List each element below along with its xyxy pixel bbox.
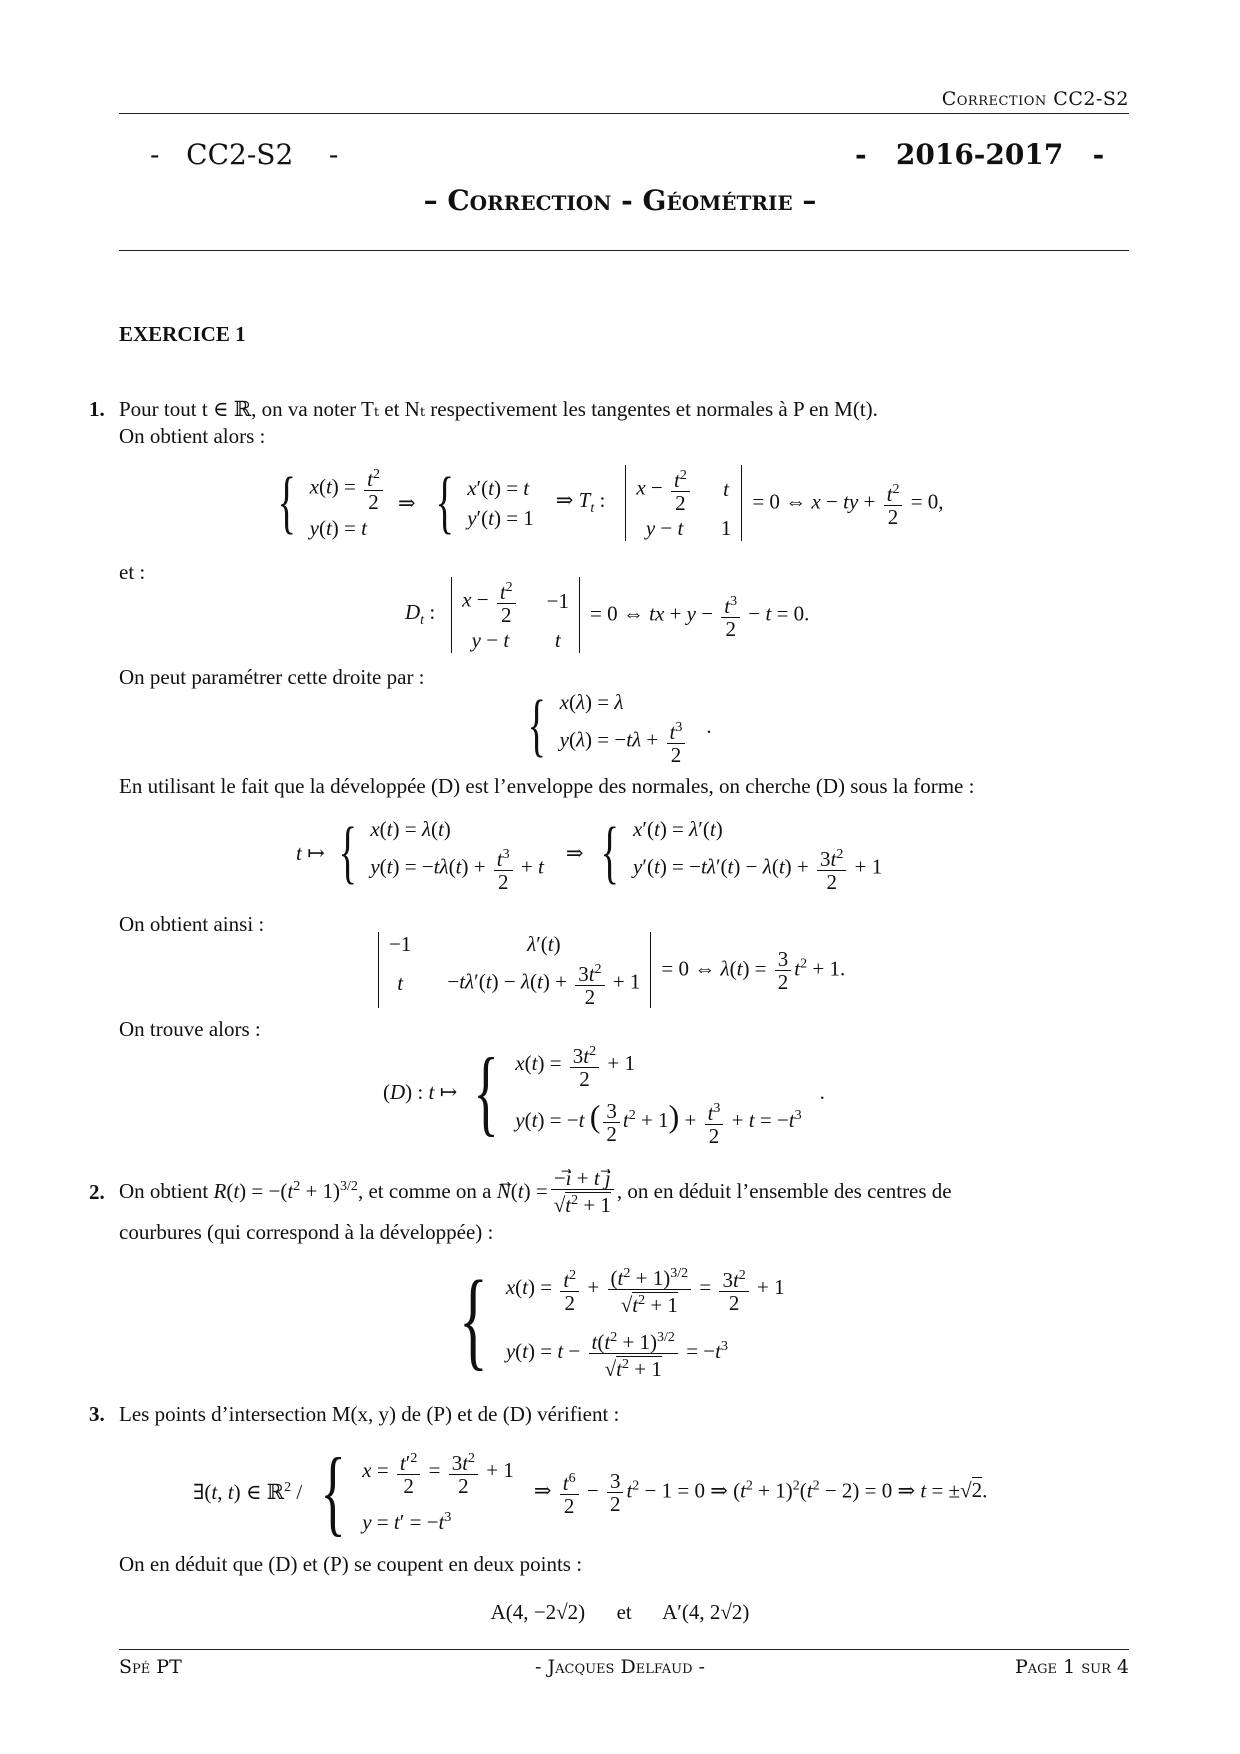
question-1-and: et : bbox=[119, 560, 146, 584]
question-3-text: Les points d’intersection M(x, y) de (P) et de (D) vérifient : bbox=[119, 1402, 620, 1426]
question-1-number: 1. bbox=[89, 397, 105, 421]
running-header: Correction CC2-S2 bbox=[941, 88, 1129, 110]
footer-right: Page 1 sur 4 bbox=[1015, 1656, 1129, 1678]
exercise-title: EXERCICE 1 bbox=[119, 322, 246, 346]
equation-evolute: (D) : t ↦ { x(t) = $\frac{3t^2}{2}$ + 1 y(t) = −t ( $\frac{3}{2}$ $t^2 + 1$) + $\frac{t^3}{2}$ + $t = -t^3$ . bbox=[383, 1038, 825, 1148]
footer-center: - Jacques Delfaud - bbox=[535, 1656, 705, 1678]
header-left: - CC2-S2 - bbox=[150, 138, 339, 171]
equation-centres: { x(t) = $\frac{t^2}{2}$ + $\frac{(t^2 + 1)^{3/2}}{√t^2 + 1}$ = $\frac{3t^2}{2}$ + 1 y(t) = t − $\frac{t(t^2 + 1)^{3/2}}{√t^2 + 1}$ = $-t^3$ bbox=[458, 1258, 785, 1381]
question-1-obtain: On obtient alors : bbox=[119, 424, 266, 448]
equation-tangent: { x(t) = $\frac{t^2}{2}$ y(t) = t ⇒ { x′(t) = t y′(t) = 1 ⇒ $T_t$ : x − $\frac{t^2}{2}$ t y − t 1 = 0 ⇔ x − ty + $\frac{t^2}{2}$ = 0, bbox=[277, 464, 944, 541]
question-1-param: On peut paramétrer cette droite par : bbox=[119, 665, 425, 689]
equation-intersection: ∃(t, t) ∈ ℝ$^2$ / { x = $\frac{t'^2}{2}$ = $\frac{3t^2}{2}$ + 1 $y = t' = -t^3$ ⇒ $\frac{t^6}{2}$ − $\frac{3}{2}$ $t^2 - 1 = 0$ ⇒ $(t^2 + 1)^2(t^2 - 2) = 0$ ⇒ t = ±√2. bbox=[193, 1438, 988, 1545]
question-2-line: On obtient $R(t) = -(t^2 + 1)^{3/2}$, et comme on a N⃗(t) = $\frac{\text{−i⃗ + t j}}{√t^2 + 1}$ , on en déduit l’ensemble des centres de bbox=[119, 1165, 952, 1217]
equation-envelope: t ↦ { x(t) = λ(t) y(t) = −tλ(t) + $\frac{t^3}{2}$ + t ⇒ { x′(t) = λ′(t) y′(t) = −tλ′(t) − λ(t) + $\frac{3t^2}{2}$ + 1 bbox=[296, 814, 883, 894]
header-right: - 2016-2017 - bbox=[855, 138, 1105, 171]
footer-rule bbox=[119, 1649, 1129, 1650]
title-rule bbox=[119, 250, 1129, 251]
equation-line-param: { x(λ) = λ y(λ) = −tλ + $\frac{t^3}{2}$ . bbox=[527, 687, 712, 767]
page-title: – Correction - Géométrie – bbox=[423, 184, 817, 217]
question-2-curvature: courbures (qui correspond à la développée) : bbox=[119, 1220, 494, 1244]
question-3-number: 3. bbox=[89, 1402, 105, 1426]
header-rule bbox=[119, 113, 1129, 114]
question-3-conclusion: On en déduit que (D) et (P) se coupent en deux points : bbox=[119, 1552, 583, 1576]
footer-left: Spé PT bbox=[119, 1656, 182, 1678]
question-1-thus: On obtient ainsi : bbox=[119, 912, 265, 936]
intersection-points: A(4, −2√2) et A′(4, 2√2) bbox=[490, 1600, 750, 1624]
question-1-intro: Pour tout t ∈ ℝ, on va noter Tₜ et Nₜ respectivement les tangentes et normales à P en M(t). bbox=[119, 397, 878, 421]
question-1-envelope: En utilisant le fait que la développée (D) est l’enveloppe des normales, on cherche (D) sous la forme : bbox=[119, 774, 975, 798]
equation-normal: $D_t$ : x − $\frac{t^2}{2}$ −1 y − t t = 0 ⇔ tx + y − $\frac{t^3}{2}$ − t = 0. bbox=[405, 572, 809, 658]
question-2-number: 2. bbox=[89, 1180, 105, 1204]
equation-lambda: −1 λ′(t) t −tλ′(t) − λ(t) + $\frac{3t^2}{2}$ + 1 = 0 ⇔ λ(t) = $\frac{3}{2}$ $t^2 + 1$. bbox=[368, 928, 845, 1012]
question-1-find: On trouve alors : bbox=[119, 1017, 261, 1041]
